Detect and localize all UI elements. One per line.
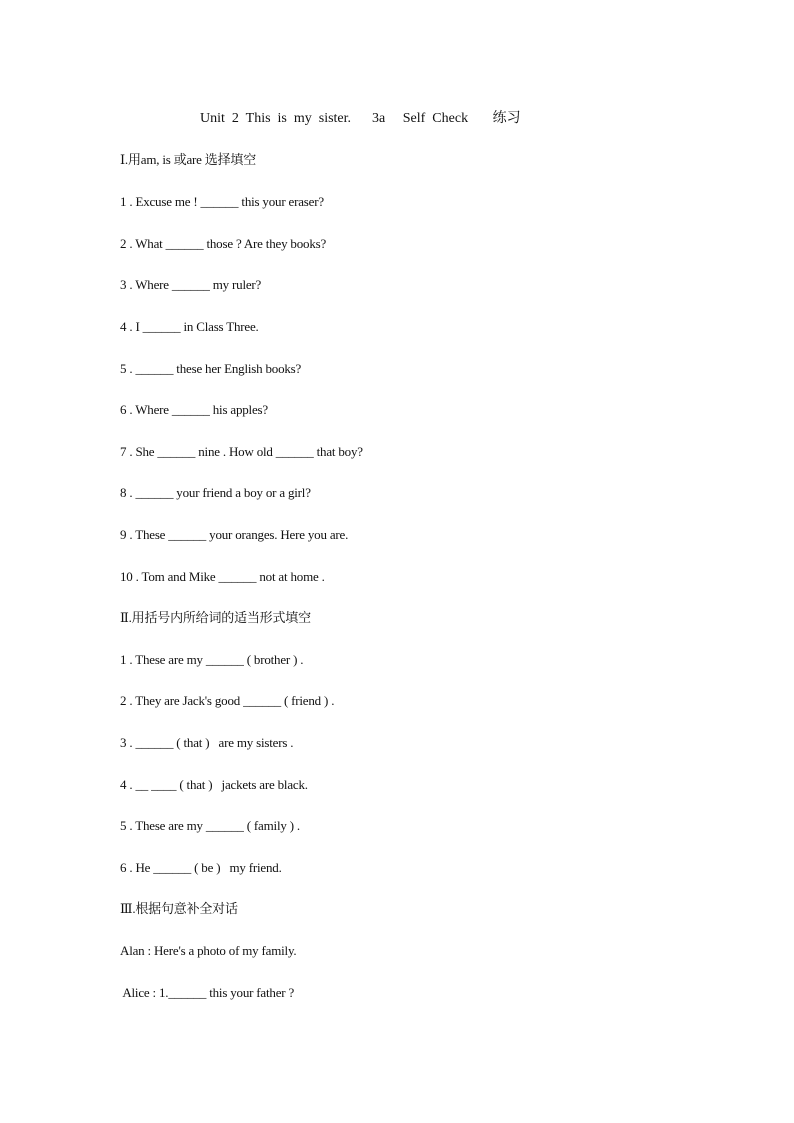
section-1-item-2: 2 . What ______ those ? Are they books? xyxy=(120,236,327,251)
section-2-item-5: 5 . These are my ______ ( family ) . xyxy=(120,818,300,833)
section-2-item-1: 1 . These are my ______ ( brother ) . xyxy=(120,652,304,667)
section-2-item-4: 4 . __ ____ ( that ) jackets are black. xyxy=(120,777,308,792)
section-1-item-9: 9 . These ______ your oranges. Here you are. xyxy=(120,527,349,542)
section-1-item-10: 10 . Tom and Mike ______ not at home . xyxy=(120,569,325,584)
section-2-item-6: 6 . He ______ ( be ) my friend. xyxy=(120,860,282,875)
section-2-item-2: 2 . They are Jack's good ______ ( friend ) . xyxy=(120,693,335,708)
section-3-dialogue-line-1: Alan : Here's a photo of my family. xyxy=(120,943,297,958)
section-1-item-3: 3 . Where ______ my ruler? xyxy=(120,277,262,292)
section-3-heading: Ⅲ.根据句意补全对话 xyxy=(120,901,238,916)
section-2-heading: Ⅱ.用括号内所给词的适当形式填空 xyxy=(120,610,311,625)
section-1-item-6: 6 . Where ______ his apples? xyxy=(120,402,268,417)
section-1-item-5: 5 . ______ these her English books? xyxy=(120,361,302,376)
section-1-item-4: 4 . I ______ in Class Three. xyxy=(120,319,259,334)
section-3-dialogue-line-2: Alice : 1.______ this your father ? xyxy=(120,985,295,1000)
section-1-heading: Ⅰ.用am, is 或are 选择填空 xyxy=(120,152,257,167)
section-1-item-7: 7 . She ______ nine . How old ______ that boy? xyxy=(120,444,363,459)
worksheet-title: Unit 2 This is my sister. 3a Self Check 练习 xyxy=(200,111,521,126)
section-1-item-1: 1 . Excuse me ! ______ this your eraser? xyxy=(120,194,324,209)
section-2-item-3: 3 . ______ ( that ) are my sisters . xyxy=(120,735,294,750)
section-1-item-8: 8 . ______ your friend a boy or a girl? xyxy=(120,485,311,500)
